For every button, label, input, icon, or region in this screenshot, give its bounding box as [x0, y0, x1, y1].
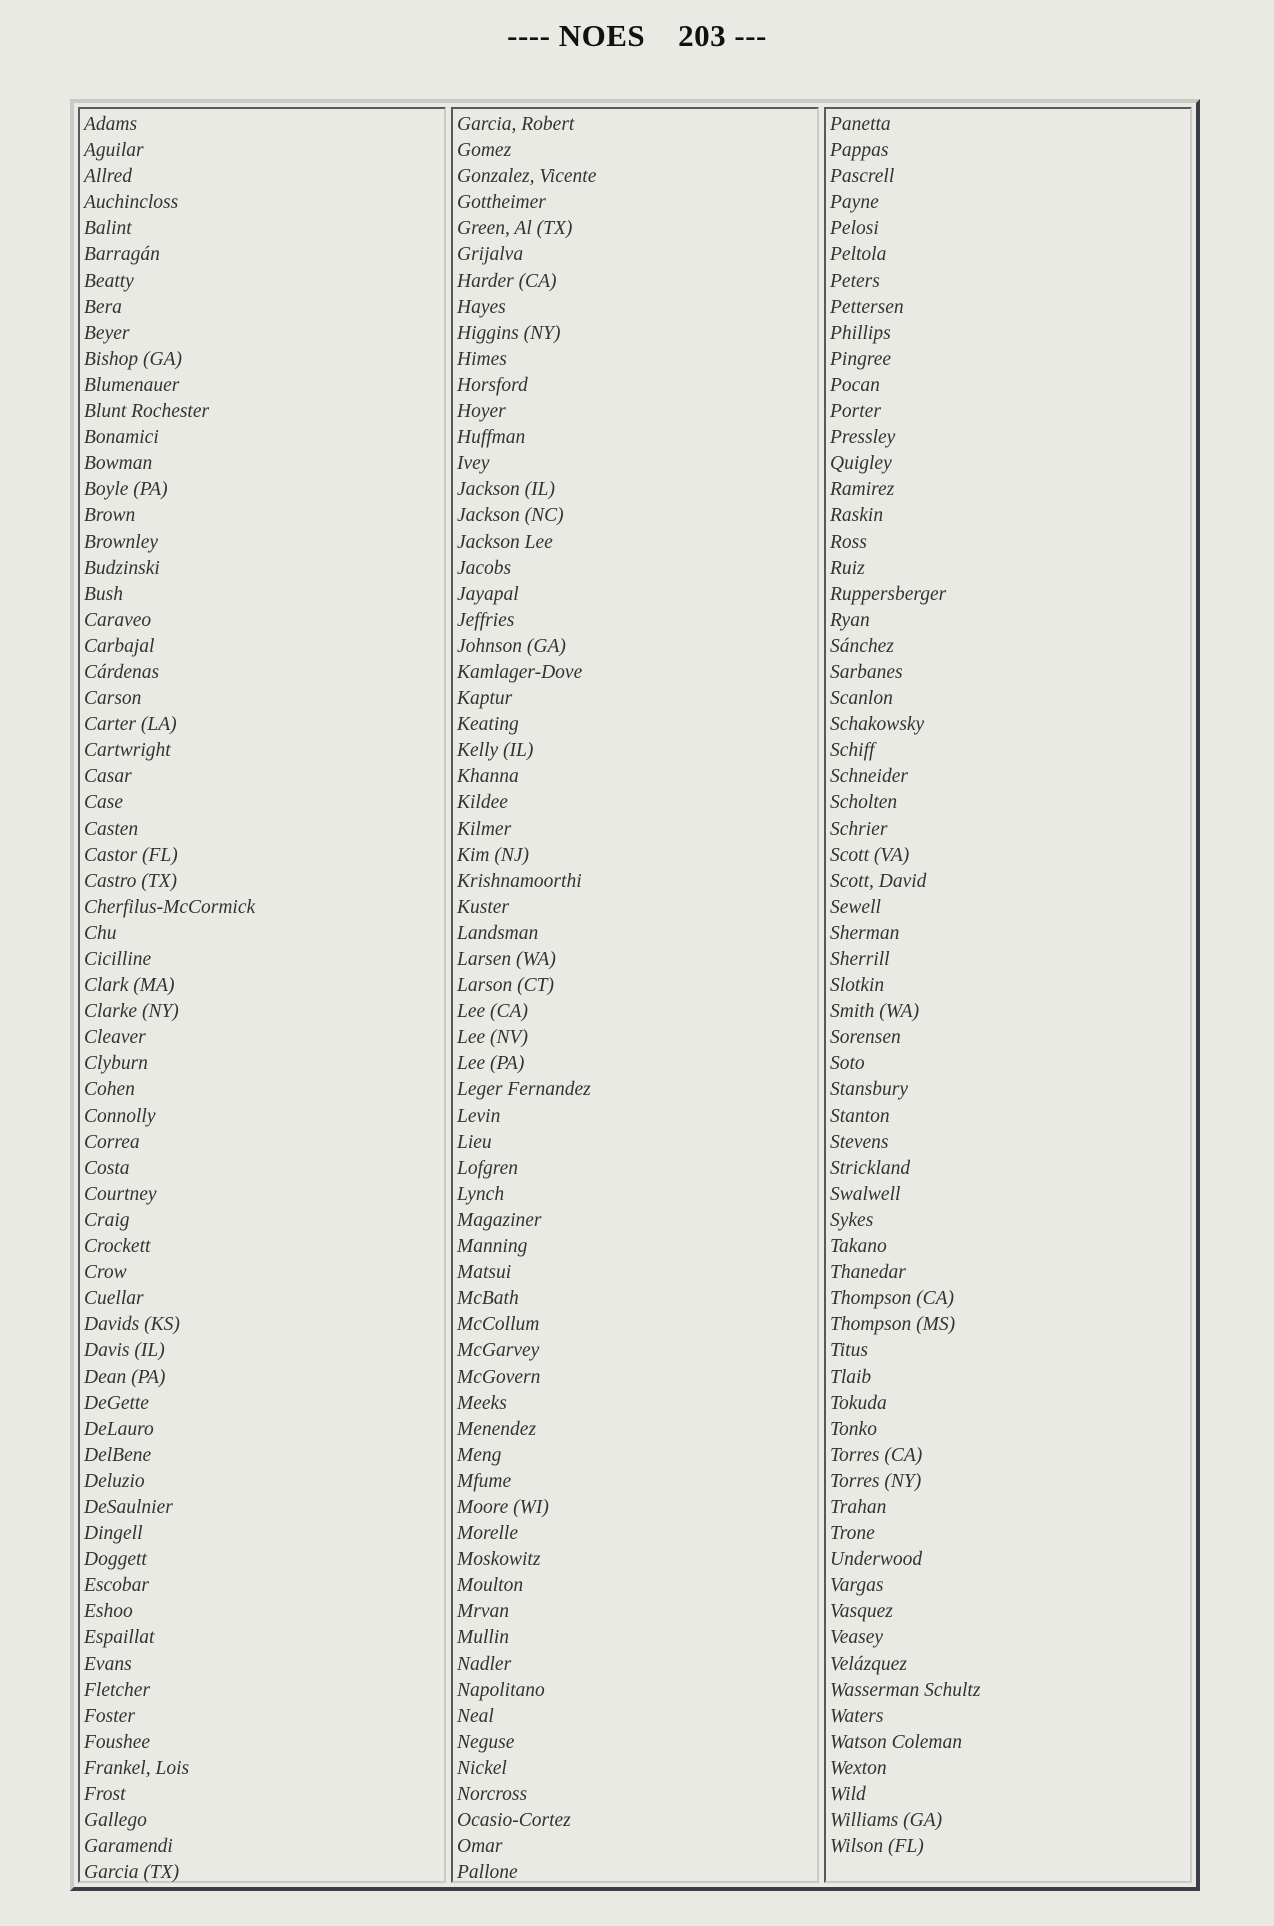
member-name: Crockett — [84, 1236, 151, 1258]
member-name: Blunt Rochester — [84, 401, 210, 423]
member-name: Bush — [84, 583, 123, 605]
member-name: Pallone — [457, 1862, 518, 1884]
member-name: Takano — [830, 1236, 887, 1258]
noes-vote-table — [70, 99, 1200, 1891]
member-name: Doggett — [84, 1549, 147, 1571]
member-name: Smith (WA) — [830, 1001, 920, 1023]
member-name: Matsui — [457, 1262, 512, 1284]
member-name: Tlaib — [830, 1366, 872, 1388]
member-name: Tonko — [830, 1418, 877, 1440]
member-name: Neal — [457, 1705, 494, 1727]
member-name: Frankel, Lois — [84, 1757, 190, 1779]
member-name: Nadler — [457, 1653, 512, 1675]
member-name: Cleaver — [84, 1027, 146, 1049]
member-name: Kim (NJ) — [457, 844, 530, 866]
member-name: Stevens — [830, 1131, 889, 1153]
member-name: Porter — [830, 401, 881, 423]
member-name: Williams (GA) — [830, 1810, 943, 1832]
member-name: Larsen (WA) — [457, 949, 556, 970]
member-name: Magaziner — [457, 1209, 542, 1231]
member-name: Torres (CA) — [830, 1444, 923, 1466]
member-name: Meng — [457, 1444, 502, 1466]
member-name: Trone — [830, 1523, 875, 1545]
member-name: Scott, David — [830, 870, 927, 892]
member-name: Green, Al (TX) — [457, 218, 573, 240]
member-name: Cherfilus-McCormick — [84, 896, 256, 918]
member-name: Lieu — [457, 1131, 492, 1153]
member-name: Schrier — [830, 818, 888, 840]
member-name: Garcia, Robert — [457, 114, 575, 135]
member-name: Sorensen — [830, 1027, 901, 1049]
member-name: Pettersen — [830, 296, 904, 318]
member-name: Ruiz — [830, 557, 865, 579]
member-name: Blumenauer — [84, 374, 180, 396]
member-name: Case — [84, 792, 123, 814]
member-name: Napolitano — [457, 1679, 545, 1701]
member-name: Vargas — [830, 1575, 884, 1597]
member-name: Grijalva — [457, 244, 524, 266]
member-name: Kildee — [457, 792, 508, 814]
member-name: Gallego — [84, 1810, 147, 1832]
member-name: Moskowitz — [457, 1549, 541, 1571]
member-name: Ross — [830, 531, 867, 553]
member-name: Pelosi — [830, 218, 879, 240]
member-name: Quigley — [830, 453, 892, 475]
member-name: Fletcher — [84, 1679, 151, 1701]
member-name: Foushee — [84, 1731, 151, 1753]
member-name: Omar — [457, 1836, 503, 1858]
page-heading: ---- NOES 203 --- — [507, 18, 767, 53]
member-name: Lee (PA) — [457, 1053, 525, 1075]
member-name: Lee (NV) — [457, 1027, 528, 1049]
member-name: Larson (CT) — [457, 975, 554, 997]
name-column-1 — [78, 107, 446, 1883]
member-name: Ryan — [830, 609, 870, 631]
member-name: Soto — [830, 1053, 865, 1075]
member-name: Chu — [84, 922, 117, 944]
member-name: Scanlon — [830, 688, 893, 710]
member-name: Swalwell — [830, 1183, 901, 1205]
member-name: Carter (LA) — [84, 714, 177, 736]
member-name: McGarvey — [457, 1340, 540, 1362]
member-name: Thompson (MS) — [830, 1314, 956, 1336]
member-name: Wasserman Schultz — [830, 1679, 981, 1701]
member-name: Dean (PA) — [84, 1366, 166, 1388]
member-name: Horsford — [457, 374, 528, 396]
member-name: Bonamici — [84, 427, 159, 449]
member-name: Panetta — [830, 114, 891, 135]
member-name: Castro (TX) — [84, 870, 177, 892]
member-name: Peters — [830, 270, 880, 292]
member-name: Beyer — [84, 322, 130, 344]
member-name: Trahan — [830, 1496, 887, 1518]
member-name: Stansbury — [830, 1079, 908, 1101]
member-name: Beatty — [84, 270, 134, 292]
member-name: Huffman — [457, 427, 526, 449]
member-name: Dingell — [84, 1523, 143, 1545]
member-name: Espaillat — [84, 1627, 155, 1649]
member-name: Jackson Lee — [457, 531, 553, 553]
member-name: Keating — [457, 714, 519, 736]
member-name: Scott (VA) — [830, 844, 910, 866]
member-name: Raskin — [830, 505, 884, 527]
member-name: Allred — [84, 166, 133, 188]
member-name: Payne — [830, 192, 879, 214]
member-name: Velázquez — [830, 1653, 907, 1675]
member-name: Clarke (NY) — [84, 1001, 179, 1023]
member-name: Titus — [830, 1340, 868, 1362]
member-name: Sewell — [830, 896, 881, 918]
member-name: Higgins (NY) — [457, 322, 561, 344]
member-name: Foster — [84, 1705, 135, 1727]
member-name: DeSaulnier — [84, 1496, 173, 1518]
member-name: Meeks — [457, 1392, 507, 1414]
member-name: Neguse — [457, 1731, 515, 1753]
member-name: Bowman — [84, 453, 153, 475]
member-name: Clyburn — [84, 1053, 148, 1075]
member-name: Bera — [84, 296, 122, 318]
member-name: Waters — [830, 1705, 884, 1727]
member-name: Pappas — [830, 140, 889, 162]
member-name: McCollum — [457, 1314, 540, 1336]
member-name: Torres (NY) — [830, 1470, 922, 1492]
member-name: Casten — [84, 818, 139, 840]
member-name: Pressley — [830, 427, 896, 449]
member-name: Budzinski — [84, 557, 160, 579]
member-name: DeLauro — [84, 1418, 154, 1440]
columns-container — [78, 107, 1192, 1883]
member-name: Sherrill — [830, 949, 890, 970]
member-name: Mfume — [457, 1470, 512, 1492]
member-name: Khanna — [457, 766, 519, 788]
member-name: Correa — [84, 1131, 140, 1153]
member-name: Casar — [84, 766, 132, 788]
member-name: Menendez — [457, 1418, 537, 1440]
member-name: Levin — [457, 1105, 501, 1127]
member-name: Garamendi — [84, 1836, 173, 1858]
member-name: Gonzalez, Vicente — [457, 166, 597, 188]
member-name: Strickland — [830, 1157, 911, 1179]
member-name: Jacobs — [457, 557, 512, 579]
member-name: Krishnamoorthi — [457, 870, 582, 892]
member-name: Pingree — [830, 348, 892, 370]
member-name: Sherman — [830, 922, 900, 944]
member-name: Wexton — [830, 1757, 887, 1779]
member-name: Johnson (GA) — [457, 635, 566, 657]
member-name: Kilmer — [457, 818, 512, 840]
member-name: Jackson (NC) — [457, 505, 564, 527]
member-name: Jeffries — [457, 609, 515, 631]
member-name: Connolly — [84, 1105, 156, 1127]
member-name: Wild — [830, 1784, 866, 1805]
member-name: Davis (IL) — [84, 1340, 165, 1362]
member-name: Slotkin — [830, 975, 885, 997]
member-name: Bishop (GA) — [84, 348, 183, 370]
member-name: Mrvan — [457, 1601, 509, 1623]
member-name: Aguilar — [84, 140, 144, 162]
member-name: Ivey — [457, 453, 490, 475]
member-name: McGovern — [457, 1366, 541, 1388]
member-name: Craig — [84, 1209, 130, 1231]
member-name: Cohen — [84, 1079, 135, 1101]
member-name: Stanton — [830, 1105, 890, 1127]
member-name: Kuster — [457, 896, 510, 918]
member-name: Frost — [84, 1784, 126, 1805]
member-name: Lynch — [457, 1183, 505, 1205]
member-name: Thompson (CA) — [830, 1288, 955, 1310]
member-name: Gottheimer — [457, 192, 546, 214]
member-name: Veasey — [830, 1627, 884, 1649]
member-name: Hoyer — [457, 401, 506, 423]
member-name: Deluzio — [84, 1470, 145, 1492]
member-name: Harder (CA) — [457, 270, 557, 292]
member-name: Watson Coleman — [830, 1731, 962, 1753]
member-name: Kamlager-Dove — [457, 661, 583, 683]
member-name: Hayes — [457, 296, 506, 318]
member-name: Schneider — [830, 766, 908, 788]
member-name: Cárdenas — [84, 661, 160, 683]
member-name: Peltola — [830, 244, 887, 266]
member-name: Lee (CA) — [457, 1001, 528, 1023]
name-column-3 — [824, 107, 1192, 1883]
member-name: Moulton — [457, 1575, 524, 1597]
member-name: Carbajal — [84, 635, 155, 657]
member-name: Garcia (TX) — [84, 1862, 180, 1884]
member-name: DeGette — [84, 1392, 149, 1414]
member-name: Clark (MA) — [84, 975, 175, 997]
member-name: Norcross — [457, 1784, 528, 1805]
member-name: Schakowsky — [830, 714, 925, 736]
member-name: Himes — [457, 348, 507, 370]
member-name: Cicilline — [84, 949, 152, 970]
member-name: Ramirez — [830, 479, 895, 501]
member-name: Evans — [84, 1653, 132, 1675]
member-name: Cartwright — [84, 740, 171, 762]
member-name: Phillips — [830, 322, 891, 344]
member-name: Wilson (FL) — [830, 1836, 924, 1858]
member-name: Pascrell — [830, 166, 895, 188]
member-name: Eshoo — [84, 1601, 133, 1623]
name-column-2 — [451, 107, 819, 1883]
member-name: Jackson (IL) — [457, 479, 556, 501]
member-name: DelBene — [84, 1444, 152, 1466]
member-name: Nickel — [457, 1757, 507, 1779]
member-name: Kaptur — [457, 688, 513, 710]
member-name: Boyle (PA) — [84, 479, 168, 501]
member-name: Pocan — [830, 374, 880, 396]
member-name: Underwood — [830, 1549, 923, 1571]
member-name: Tokuda — [830, 1392, 887, 1414]
member-name: Ocasio-Cortez — [457, 1810, 571, 1832]
member-name: Sarbanes — [830, 661, 903, 683]
member-name: Balint — [84, 218, 132, 240]
member-name: Vasquez — [830, 1601, 893, 1623]
member-name: Sykes — [830, 1209, 874, 1231]
member-name: Sánchez — [830, 635, 894, 657]
member-name: Moore (WI) — [457, 1496, 549, 1518]
member-name: Brown — [84, 505, 136, 527]
member-name: Barragán — [84, 244, 160, 266]
member-name: Morelle — [457, 1523, 519, 1545]
member-name: Manning — [457, 1236, 528, 1258]
member-name: Ruppersberger — [830, 583, 947, 605]
member-name: Schiff — [830, 740, 875, 762]
member-name: Kelly (IL) — [457, 740, 534, 762]
member-name: Crow — [84, 1262, 127, 1284]
member-name: Gomez — [457, 140, 512, 162]
member-name: Cuellar — [84, 1288, 144, 1310]
member-name: Mullin — [457, 1627, 509, 1649]
member-name: Davids (KS) — [84, 1314, 180, 1336]
member-name: Scholten — [830, 792, 898, 814]
member-name: Lofgren — [457, 1157, 519, 1179]
member-name: Auchincloss — [84, 192, 179, 214]
member-name: Costa — [84, 1157, 130, 1179]
member-name: Courtney — [84, 1183, 157, 1205]
member-name: Caraveo — [84, 609, 152, 631]
member-name: Leger Fernandez — [457, 1079, 591, 1101]
member-name: Adams — [84, 114, 138, 135]
member-name: Escobar — [84, 1575, 149, 1597]
member-name: Carson — [84, 688, 142, 710]
member-name: Jayapal — [457, 583, 519, 605]
member-name: Brownley — [84, 531, 159, 553]
member-name: McBath — [457, 1288, 519, 1310]
member-name: Thanedar — [830, 1262, 906, 1284]
member-name: Castor (FL) — [84, 844, 178, 866]
member-name: Landsman — [457, 922, 539, 944]
